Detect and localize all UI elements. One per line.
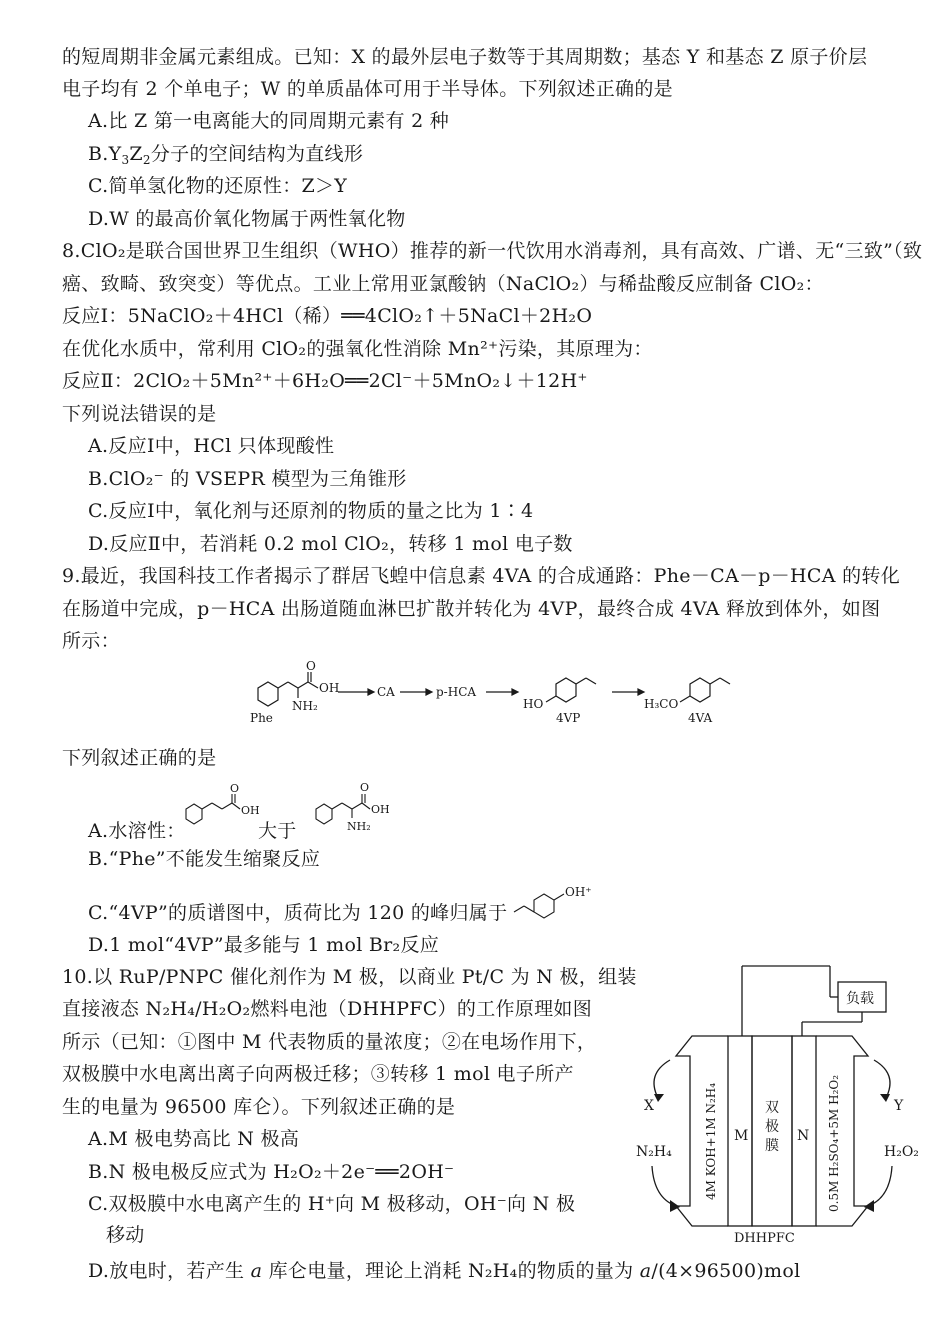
q8-line-2: 癌、致畸、致突变）等优点。工业上常用亚氯酸钠（NaClO₂）与稀盐酸反应制备 ClO₂： <box>62 273 824 295</box>
q9-option-a-prefix: A.水溶性： <box>88 820 186 842</box>
q9-option-d: D.1 mol“4VP”最多能与 1 mol Br₂反应 <box>88 934 440 956</box>
phe-o-label: O <box>306 660 316 673</box>
q7-option-c: C.简单氢化物的还原性：Z＞Y <box>88 175 348 197</box>
q8-option-c: C.反应Ⅰ中，氧化剂与还原剂的物质的量之比为 1∶4 <box>88 500 534 522</box>
electrode-m-label: M <box>734 1128 749 1144</box>
cell-caption: DHHPFC <box>734 1231 795 1246</box>
y-label: Y <box>894 1098 904 1114</box>
membrane-label-3: 膜 <box>765 1138 779 1154</box>
membrane-label-2: 极 <box>765 1119 779 1135</box>
q8-reaction-1: 反应Ⅰ：5NaClO₂＋4HCl（稀）══4ClO₂↑＋5NaCl＋2H₂O <box>62 305 593 327</box>
right-solution-label: 0.5M H₂SO₄+5M H₂O₂ <box>827 1074 841 1212</box>
4va-label: 4VA <box>688 711 713 725</box>
a2-oh-label: OH <box>371 803 390 816</box>
4va-benzene-ring <box>690 678 710 702</box>
q10-line-2: 直接液态 N₂H₄/H₂O₂燃料电池（DHHPFC）的工作原理如图 <box>62 998 593 1020</box>
q7-option-b: $B.Y_3Z_2$分子的空间结构为直线形 <box>88 143 364 167</box>
phca-label: p-HCA <box>436 685 477 699</box>
4vp-label: 4VP <box>556 711 581 725</box>
q7-option-a: A.比 Z 第一电离能大的同周期元素有 2 种 <box>88 110 450 132</box>
4vp-benzene-ring <box>556 678 576 702</box>
q8-option-b: B.ClO₂⁻ 的 VSEPR 模型为三角锥形 <box>88 468 407 490</box>
x-label: X <box>644 1098 654 1114</box>
q9-line-1: 9.最近，我国科技工作者揭示了群居飞蝗中信息素 4VA 的合成通路：Phe－CA－p－HCA 的转化 <box>62 565 901 587</box>
left-tank <box>676 1036 728 1226</box>
fuel-cell-diagram <box>630 960 930 1250</box>
ho-label: HO <box>523 697 544 711</box>
n2h4-label: N₂H₄ <box>636 1144 672 1160</box>
q10-line-1: 10.以 RuP/PNPC 催化剂作为 M 极，以商业 Pt/C 为 N 极，组装 <box>62 966 637 988</box>
a1-o-label: O <box>230 782 240 795</box>
q9-option-b: B.“Phe”不能发生缩聚反应 <box>88 848 321 870</box>
q9-option-c: C.“4VP”的质谱图中，质荷比为 120 的峰归属于 <box>88 902 508 924</box>
q10-option-b: B.N 极电极反应式为 H₂O₂＋2e⁻══2OH⁻ <box>88 1161 455 1183</box>
q8-line-1: 8.ClO₂是联合国世界卫生组织（WHO）推荐的新一代饮用水消毒剂，具有高效、广谱、无“三致”（致 <box>62 240 923 262</box>
q10-option-a: A.M 极电势高比 N 极高 <box>88 1128 300 1150</box>
n2h4-in-arrow <box>652 1166 676 1206</box>
q10-line-5: 生的电量为 96500 库仑）。下列叙述正确的是 <box>62 1096 456 1118</box>
q8-line-3: 在优化水质中，常利用 ClO₂的强氧化性消除 Mn²⁺污染，其原理为： <box>62 338 653 360</box>
phe-nh2-label: NH₂ <box>292 699 318 713</box>
x-out-arrow <box>654 1060 670 1098</box>
phe-label: Phe <box>250 711 273 725</box>
q8-question: 下列说法错误的是 <box>62 403 217 425</box>
q9-option-a-compare: 大于 <box>258 820 297 842</box>
ca-label: CA <box>377 685 395 699</box>
phe-oh-label: OH <box>319 681 340 695</box>
y-out-arrow <box>874 1060 890 1098</box>
q9-option-a-structure-2 <box>310 780 410 836</box>
q9-line-2: 在肠道中完成，p－HCA 出肠道随血淋巴扩散并转化为 4VP，最终合成 4VA 释放到体外，如图 <box>62 598 881 620</box>
a2-o-label: O <box>360 781 370 794</box>
h2o2-in-arrow <box>868 1166 892 1206</box>
q7-option-d: D.W 的最高价氧化物属于两性氧化物 <box>88 208 406 230</box>
h2o2-label: H₂O₂ <box>884 1144 919 1160</box>
q10-option-c-line-2: 移动 <box>106 1224 145 1246</box>
membrane-label-1: 双 <box>765 1100 779 1116</box>
left-solution-label: 4M KOH+1M N₂H₄ <box>704 1082 718 1200</box>
electrode-n-label: N <box>797 1128 810 1144</box>
q10-option-d: D.放电时，若产生 a 库仑电量，理论上消耗 N₂H₄的物质的量为 a/(4×96500)mol <box>88 1260 801 1282</box>
a2-nh2-label: NH₂ <box>347 820 371 833</box>
q8-reaction-2: 反应Ⅱ：2ClO₂＋5Mn²⁺＋6H₂O══2Cl⁻＋5MnO₂↓＋12H⁺ <box>62 370 588 392</box>
q9-line-3: 所示： <box>62 630 120 652</box>
h3co-label: H₃CO <box>644 697 679 711</box>
q10-line-4: 双极膜中水电离出离子向两极迁移；③转移 1 mol 电子所产 <box>62 1063 574 1085</box>
q9-option-c-ion-structure <box>508 874 608 924</box>
q8-option-d: D.反应Ⅱ中，若消耗 0.2 mol ClO₂，转移 1 mol 电子数 <box>88 533 573 555</box>
load-label: 负载 <box>846 991 874 1007</box>
right-tank <box>816 1036 868 1226</box>
c-ion-oh-label: OH⁺ <box>565 885 592 899</box>
q7-line-1: 的短周期非金属元素组成。已知：X 的最外层电子数等于其周期数；基态 Y 和基态 Z 原子价层 <box>62 46 868 68</box>
q9-synthesis-scheme <box>240 660 760 730</box>
q9-question: 下列叙述正确的是 <box>62 747 217 769</box>
q7-line-2: 电子均有 2 个单电子；W 的单质晶体可用于半导体。下列叙述正确的是 <box>62 78 673 100</box>
q8-option-a: A.反应Ⅰ中，HCl 只体现酸性 <box>88 435 335 457</box>
a1-oh-label: OH <box>241 804 260 817</box>
q10-line-3: 所示（已知：①图中 M 代表物质的量浓度；②在电场作用下， <box>62 1031 597 1053</box>
q9-option-a-structure-1 <box>180 782 260 832</box>
q10-option-c-line-1: C.双极膜中水电离产生的 H⁺向 M 极移动，OH⁻向 N 极 <box>88 1193 576 1215</box>
phe-benzene-ring <box>258 682 278 706</box>
